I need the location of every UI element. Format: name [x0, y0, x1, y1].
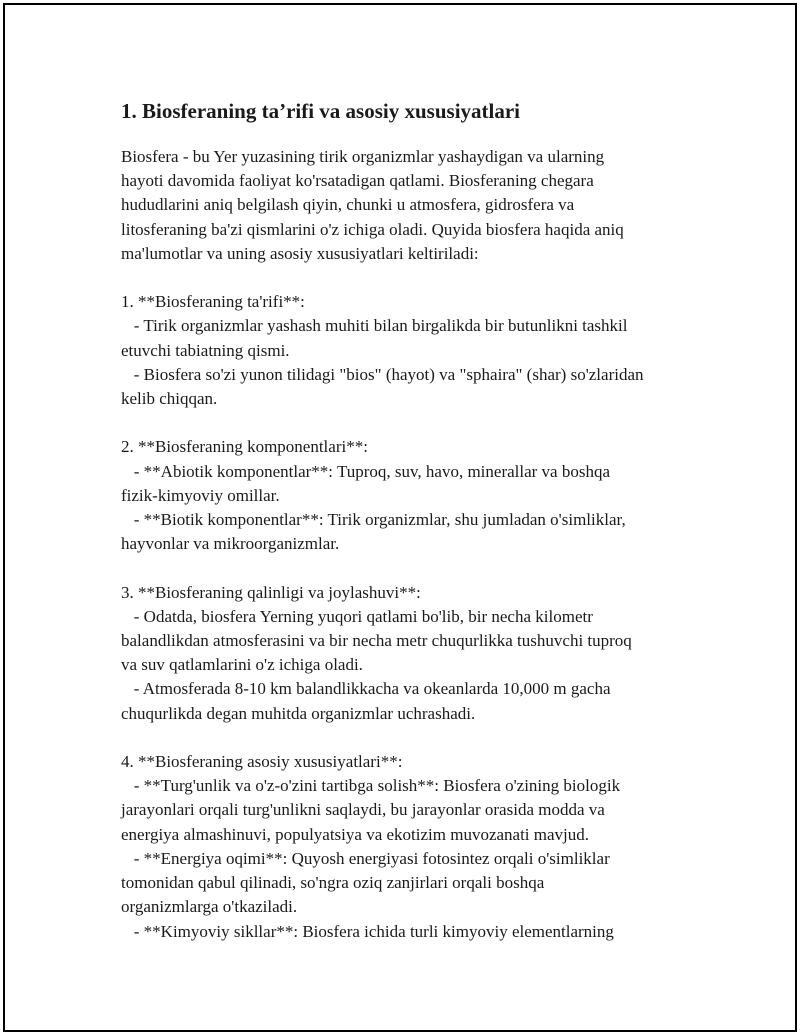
document-body-text: Biosfera - bu Yer yuzasining tirik organizmlar yashaydigan va ularning hayoti davomida faoliyat ko'rsatadigan qatlami. Biosferaning chegara hududlarini aniq belgilash qiyin, chunki u atmosfera, gidrosfera va litosferaning ba'zi qismlarini o'z ichiga oladi. Quyida biosfera haqida aniq ma'lumotlar va uning asosiy xususiyatlari keltiriladi: 1. **Biosferaning ta'rifi**: - Tirik organizmlar yashash muhiti bilan birgalikda bir butunlikni tashkil etuvchi tabiatning qismi. - Biosfera so'zi yunon tilidagi "bios" (hayot) va "sphaira" (shar) so'zlaridan kelib chiqqan. 2. **Biosferaning komponentlari**: - **Abiotik komponentlar**: Tuproq, suv, havo, minerallar va boshqa fizik-kimyoviy omillar. - **Biotik komponentlar**: Tirik organizmlar, shu jumladan o'simliklar, hayvonlar va mikroorganizmlar. 3. **Biosferaning qalinligi va joylashuvi**: - Odatda, biosfera Yerning yuqori qatlami bo'lib, bir necha kilometr balandlikdan atmosferasini va bir necha metr chuqurlikka tushuvchi tuproq va suv qatlamlarini o'z ichiga oladi. - Atmosferada 8-10 km balandlikkacha va okeanlarda 10,000 m gacha chuqurlikda degan muhitda organizmlar uchrashadi. 4. **Biosferaning asosiy xususiyatlari**: - **Turg'unlik va o'z-o'zini tartibga solish**: Biosfera o'zining biologik jarayonlari orqali turg'unlikni saqlaydi, bu jarayonlar orasida modda va energiya almashinuvi, populyatsiya va ekotizim muvozanati mavjud. - **Energiya oqimi**: Quyosh energiyasi fotosintez orqali o'simliklar tomonidan qabul qilinadi, so'ngra oziq zanjirlari orqali boshqa organizmlarga o'tkaziladi. - **Kimyoviy sikllar**: Biosfera ichida turli kimyoviy elementlarning	[121, 147, 644, 941]
document-content	[121, 97, 696, 944]
document-page	[3, 3, 797, 1032]
document-title: 1. Biosferaning ta’rifi va asosiy xususiyatlari	[121, 99, 521, 123]
